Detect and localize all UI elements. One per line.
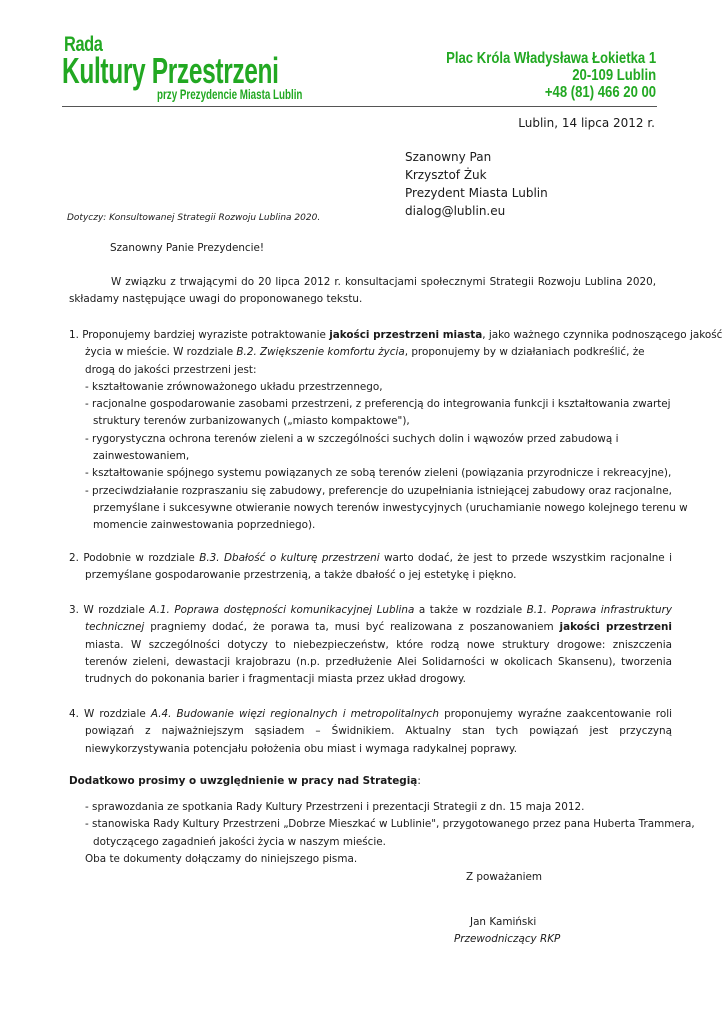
additional-item-2: - stanowiska Rady Kultury Przestrzeni „Dobrze Mieszkać w Lublinie", przygotowanego przez pana Huberta Trammera, bbox=[85, 818, 695, 831]
signature-name: Jan Kamiński bbox=[470, 916, 537, 928]
point-2 bbox=[69, 550, 672, 585]
letter-date: Lublin, 14 lipca 2012 r. bbox=[518, 116, 655, 130]
point-1-bullet-2: - racjonalne gospodarowanie zasobami przestrzeni, z preferencją do integrowania funkcji i kształtowania zwartej bbox=[85, 398, 671, 411]
point-1-text-a: 1. Proponujemy bardziej wyraziste potraktowanie bbox=[69, 329, 330, 341]
point-1-emphasis: jakości przestrzeni miasta bbox=[329, 329, 483, 341]
closing-phrase: Z poważaniem bbox=[466, 871, 543, 883]
additional-heading bbox=[69, 773, 421, 790]
address-city: 20-109 Lublin bbox=[572, 67, 656, 84]
point-1-text-d: życia w mieście. W rozdziale bbox=[85, 346, 237, 359]
point-3 bbox=[69, 602, 672, 688]
regarding-line: Dotyczy: Konsultowanej Strategii Rozwoju Lublina 2020. bbox=[67, 213, 321, 223]
point-1-text-f: , proponujemy by w działaniach podkreślić, że drogą do jakości przestrzeni jest: bbox=[85, 346, 645, 376]
point-1-text-c: , jako ważnego czynnika podnoszącego jakość bbox=[482, 329, 723, 341]
additional-item-2-cont: dotyczącego zagadnień jakości życia w naszym mieście. bbox=[93, 835, 386, 848]
additional-heading-text: Dodatkowo prosimy o uwzględnienie w pracy nad Strategią bbox=[69, 775, 418, 787]
address-street: Plac Króla Władysława Łokietka 1 bbox=[445, 50, 656, 67]
phone-number: +48 (81) 466 20 00 bbox=[544, 84, 656, 101]
rkp-logo bbox=[62, 34, 322, 104]
point-1-bullet-5: - przeciwdziałanie rozpraszaniu się zabudowy, preferencje do uzupełniania istniejącej zabudowy oraz racjonalne, bbox=[85, 484, 672, 497]
point-4 bbox=[69, 706, 672, 758]
point-2-chapter: B.3. Dbałość o kulturę przestrzeni bbox=[199, 552, 380, 564]
point-3-text-c: a także w rozdziale bbox=[414, 604, 527, 616]
point-1-bullet-4: - kształtowanie spójnego systemu powiązanych ze sobą terenów zieleni (powiązania przyrodnicze i rekreacyjne), bbox=[85, 467, 672, 480]
point-3-chapter-b1: B.1. Poprawa infrastruktury technicznej bbox=[85, 604, 673, 634]
point-1-chapter: B.2. Zwiększenie komfortu życia bbox=[236, 346, 405, 359]
additional-heading-colon: : bbox=[417, 775, 421, 787]
point-3-text-e: pragniemy dodać, że porawa ta, musi być realizowana z poszanowaniem bbox=[144, 621, 560, 634]
recipient-salutation: Szanowny Pan bbox=[405, 150, 492, 164]
header-divider bbox=[62, 106, 657, 107]
point-3-chapter-a1: A.1. Poprawa dostępności komunikacyjnej Lublina bbox=[149, 604, 415, 616]
additional-list bbox=[85, 799, 695, 868]
letterhead-contact bbox=[400, 50, 656, 101]
point-1-bullet-2-cont: struktury terenów zurbanizowanych („miasto kompaktowe"), bbox=[93, 415, 410, 428]
point-2-text-c: warto dodać, że jest to przede wszystkim racjonalne i przemyślane gospodarowanie przestrzenią, a także dbałość o jej estetykę i piękno. bbox=[85, 552, 672, 582]
intro-paragraph: W związku z trwającymi do 20 lipca 2012 r. konsultacjami społecznymi Strategii Rozwoju Lublina 2020, składamy następujące uwagi do proponowanego tekstu. bbox=[69, 276, 656, 306]
point-1-bullet-5-cont-1: przemyślane i sukcesywne otwieranie nowych terenów inwestycyjnych (uruchamianie nowego kolejnego terenu w bbox=[93, 501, 688, 514]
point-1-bullet-3: - rygorystyczna ochrona terenów zieleni a w szczególności suchych dolin i wąwozów przed zabudową i bbox=[85, 432, 619, 445]
additional-item-1: - sprawozdania ze spotkania Rady Kultury Przestrzeni i prezentacji Strategii z dn. 15 maja 2012. bbox=[85, 801, 585, 813]
greeting: Szanowny Panie Prezydencie! bbox=[110, 242, 265, 254]
point-3-text-a: 3. W rozdziale bbox=[69, 604, 150, 616]
point-1 bbox=[69, 327, 723, 535]
logo-line-3: przy Prezydencie Miasta Lublin bbox=[157, 86, 303, 102]
point-4-text-a: 4. W rozdziale bbox=[69, 708, 151, 720]
point-1-bullet-5-cont-2: momencie zainwestowania poprzedniego). bbox=[93, 519, 316, 532]
point-1-bullet-1: - kształtowanie zrównoważonego układu przestrzennego, bbox=[85, 380, 383, 393]
recipient-email: dialog@lublin.eu bbox=[405, 204, 506, 218]
point-2-text-a: 2. Podobnie w rozdziale bbox=[69, 552, 200, 564]
logo-line-1: Rada bbox=[64, 33, 103, 56]
point-3-text-g: miasta. W szczególności dotyczy to niebezpieczeństw, które rodzą nowe struktury drogowe: zniszczenia terenów zieleni, dewastacji krajobrazu (n.p. przedłużenie Alei Solidarności w okolicach Skansenu), tworzenia trudnych do pokonania barier i fragmentacji miasta przez układ drogowy. bbox=[85, 638, 672, 686]
point-1-bullet-3-cont: zainwestowaniem, bbox=[93, 450, 190, 463]
logo-line-2: Kultury Przestrzeni bbox=[62, 50, 279, 91]
point-4-text-c: proponujemy wyraźne zaakcentowanie roli powiązań z najważniejszym sąsiadem – Świdnikiem. Aktualny stan tych powiązań jest przyczyną niewykorzystywania potencjału położenia obu miast i wymaga radykalnej poprawy. bbox=[85, 708, 672, 755]
recipient-block bbox=[405, 148, 548, 220]
recipient-title: Prezydent Miasta Lublin bbox=[405, 186, 548, 200]
point-3-emphasis: jakości przestrzeni bbox=[559, 621, 672, 634]
recipient-name: Krzysztof Żuk bbox=[405, 168, 487, 182]
signature-role: Przewodniczący RKP bbox=[454, 933, 561, 945]
point-4-chapter: A.4. Budowanie więzi regionalnych i metropolitalnych bbox=[150, 708, 439, 720]
additional-note: Oba te dokumenty dołączamy do niniejszego pisma. bbox=[85, 852, 358, 865]
